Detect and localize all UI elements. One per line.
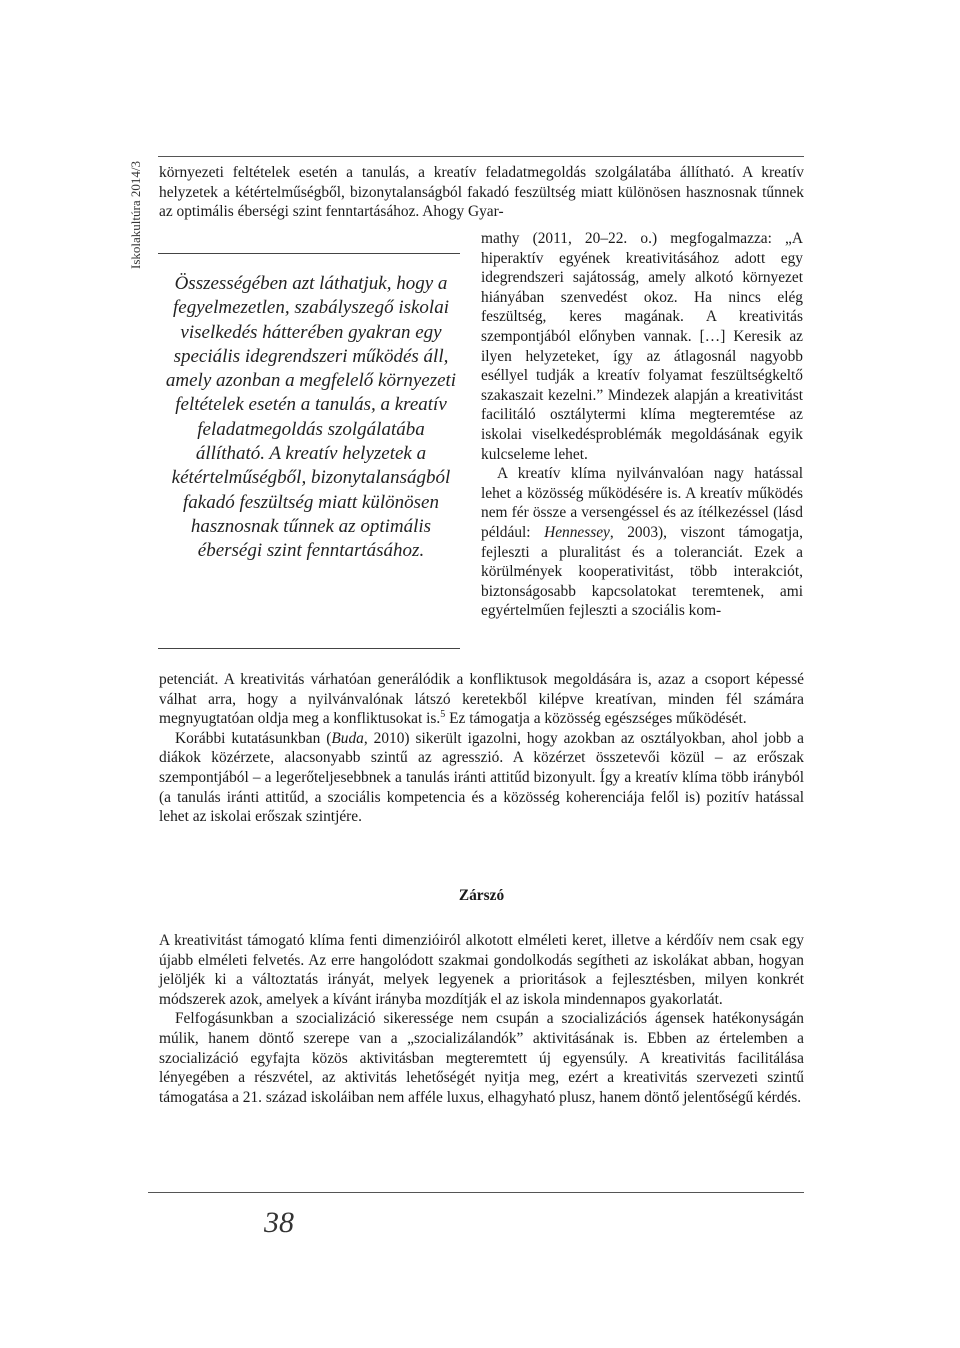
citation-hennessey: Hennessey (544, 523, 610, 541)
continuation-paragraph-2: Korábbi kutatásunkban (Buda, 2010) sikerült igazolni, hogy azokban az osztályokban, ahol jobb a diákok közérzete, alacsonyabb szintű az agresszió. A közérzet összetevői közül – az erőszak szempontjából – a legerőteljesebbnek a tanulás iránti attitűd bizonyult. Így a kreatív klíma több irányból (a tanulás iránti attitűd, a szociális kompetencia és a közösség koherenciája felől is) pozitív hatással lehet az iskolai erőszak szintjére. (159, 729, 804, 826)
right-paragraph-2: A kreatív klíma nyilvánvalóan nagy hatással lehet a közösség működésére is. A kreatív működés nem fér össze a versengéssel és az ítélkezéssel (lásd például: Hennessey, 2003), viszont támogatja, fejleszti a pluralitást és a toleranciát. Ezek a körülmények kooperativitást, több interakciót, biztonságosabb kapcsolatokat teremtenek, ami egyértelműen fejleszti a szociális kom- (481, 465, 803, 620)
closing-paragraph-2: Felfogásunkban a szocializáció sikeressége nem csupán a szocializációs ágensek hatékonyságán múlik, hanem döntő szerepe van a „szocializálandók” aktivitásának is. Ebben az értelemben a szocializáció egyfajta közös aktivitásban megteremtett új egyensúly. A kreativitás facilitálása lényegében a részvétel, az aktivitás lehetőségét nyitja meg, ezért a kreativitás szervezeti szintű támogatása a 21. század iskoláiban nem afféle luxus, elhagyható plusz, hanem döntő jelentőségű kérdés. (159, 1010, 804, 1106)
page-number: 38 (264, 1206, 294, 1239)
section-heading: Zárszó (458, 887, 505, 904)
top-rule (158, 156, 804, 157)
right-column (481, 229, 803, 621)
closing-text (159, 931, 804, 1107)
footnote-ref[interactable]: 5 (440, 709, 446, 721)
continuation-text (159, 670, 804, 827)
intro-paragraph: környezeti feltételek esetén a tanulás, a kreatív feladatmegoldás szolgálatába állítható. A kreatív helyzetek a kétértelműségből, bizonytalanságból fakadó feszültség miatt különösen hasznosnak tűnnek az optimális éberségi szint fenntartásához. Ahogy Gyar- (159, 164, 804, 221)
continuation-paragraph-1: petenciát. A kreativitás várhatóan generálódik a konfliktusok megoldására is, azaz a csoport képessé válhat arra, hogy a nyilvánvalónak látszó keretekből kilépve kreatívan, minden fél számára megnyugtatóan oldja meg a konfliktusokat is.$^5$ Ez támogatja a közösség egészséges működését. (159, 671, 804, 728)
pull-quote-text: Összességében azt láthatjuk, hogy a fegyelmezetlen, szabályszegő iskolai viselkedés hátterében gyakran egy speciális idegrendszeri működés áll, amely azonban a megfelelő környezeti feltételek esetén a tanulás, a kreatív feladatmegoldás szolgálatába állítható. A kreatív helyzetek a kétértelműségből, bizonytalanságból fakadó feszültség miatt különösen hasznosnak tűnnek az optimális éberségi szint fenntartásához. (165, 273, 457, 562)
journal-label: Iskolakultúra 2014/3 (128, 161, 143, 269)
pull-quote (158, 253, 460, 649)
bottom-rule (148, 1192, 804, 1193)
right-paragraph-1: mathy (2011, 20–22. o.) megfogalmazza: „A hiperaktív egyének kreativitásához adott egy idegrendszeri sajátosság, amely alkotó környezet hiányában szenvedést okoz. Ha nincs elég feszültség, keres magának. A kreativitás szempontjából előnyben vannak. […] Keresik az ilyen helyzeteket, így az átlagosnál nagyobb eséllyel tudják a kreatív folyamat feszültségkeltő szakaszait kezelni.” Mindezek alapján a kreativitást facilitáló osztálytermi klíma megteremtése az iskolai viselkedésproblémák megoldásának egyik kulcseleme lehet. (481, 230, 803, 463)
citation-buda: Buda (331, 729, 364, 747)
intro-text (159, 163, 804, 222)
closing-paragraph-1: A kreativitást támogató klíma fenti dimenzióiról alkotott elméleti keret, illetve a kérdőív nem csak egy újabb elméleti felvetés. Az erre hangolódott szakmai gondolkodás segítheti az iskolákat abban, hogyan jelöljék ki a változtatás irányát, melyek legyenek a prioritások a fejlesztésben, milyen konkrét módszerek azok, amelyek a kívánt irányba mozdítják el az iskola mindennapos gyakorlatát. (159, 932, 804, 1008)
